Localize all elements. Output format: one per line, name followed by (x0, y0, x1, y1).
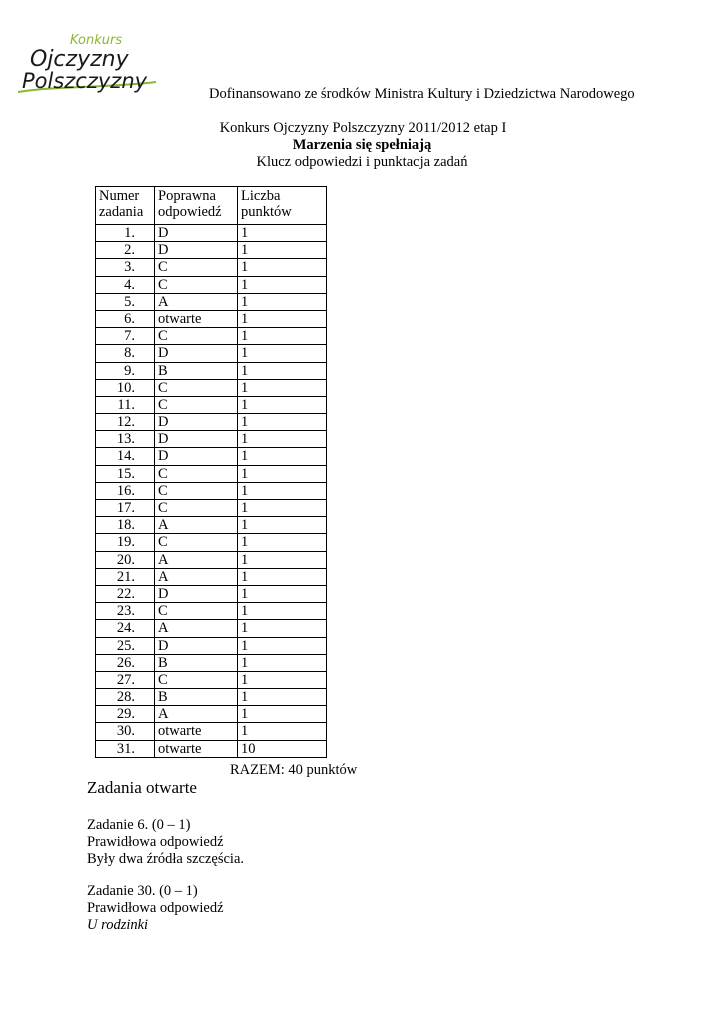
table-row (96, 585, 327, 602)
cell-correct-answer: A (155, 293, 238, 310)
header-correct-answer (155, 187, 238, 225)
cell-correct-answer: A (155, 568, 238, 585)
table-row (96, 723, 327, 740)
header-task-number-line1: Numer (99, 188, 140, 204)
table-row (96, 740, 327, 757)
cell-correct-answer: A (155, 620, 238, 637)
logo-text-ojczyzny: Ojczyzny (30, 47, 129, 72)
cell-correct-answer: D (155, 225, 238, 242)
header-task-number-line2: zadania (99, 204, 144, 220)
cell-points: 1 (238, 259, 327, 276)
cell-correct-answer: C (155, 276, 238, 293)
cell-task-number: 15. (96, 465, 155, 482)
cell-correct-answer: D (155, 585, 238, 602)
cell-correct-answer: A (155, 551, 238, 568)
cell-points: 1 (238, 448, 327, 465)
cell-points: 1 (238, 637, 327, 654)
cell-task-number: 5. (96, 293, 155, 310)
table-row (96, 328, 327, 345)
table-row (96, 654, 327, 671)
table-row (96, 465, 327, 482)
table-row (96, 276, 327, 293)
header-correct-answer-line1: Poprawna (158, 188, 216, 204)
cell-task-number: 23. (96, 603, 155, 620)
cell-correct-answer: C (155, 603, 238, 620)
table-row (96, 431, 327, 448)
cell-task-number: 8. (96, 345, 155, 362)
cell-correct-answer: C (155, 671, 238, 688)
cell-task-number: 6. (96, 310, 155, 327)
table-row (96, 689, 327, 706)
cell-correct-answer: B (155, 654, 238, 671)
cell-points: 1 (238, 534, 327, 551)
table-row (96, 534, 327, 551)
cell-points: 1 (238, 465, 327, 482)
cell-task-number: 30. (96, 723, 155, 740)
table-row (96, 551, 327, 568)
table-row (96, 259, 327, 276)
cell-task-number: 16. (96, 482, 155, 499)
cell-correct-answer: C (155, 328, 238, 345)
funding-note: Dofinansowano ze środków Ministra Kultury i Dziedzictwa Narodowego (209, 86, 635, 102)
cell-task-number: 12. (96, 414, 155, 431)
cell-task-number: 4. (96, 276, 155, 293)
cell-correct-answer: C (155, 465, 238, 482)
header-points-line1: Liczba (241, 188, 281, 204)
cell-task-number: 31. (96, 740, 155, 757)
task-answer: U rodzinki (87, 917, 149, 933)
table-row (96, 706, 327, 723)
document-subtitle: Klucz odpowiedzi i punktacja zadań (256, 154, 468, 170)
table-row (96, 362, 327, 379)
open-task-30 (87, 883, 224, 934)
cell-correct-answer: D (155, 637, 238, 654)
table-row (96, 448, 327, 465)
cell-correct-answer: C (155, 259, 238, 276)
cell-correct-answer: A (155, 706, 238, 723)
cell-task-number: 28. (96, 689, 155, 706)
cell-points: 1 (238, 293, 327, 310)
table-row (96, 637, 327, 654)
cell-correct-answer: A (155, 517, 238, 534)
cell-points: 1 (238, 671, 327, 688)
table-row (96, 225, 327, 242)
cell-correct-answer: B (155, 362, 238, 379)
table-row (96, 620, 327, 637)
task-label: Zadanie 30. (0 – 1) (87, 883, 198, 899)
task-label: Zadanie 6. (0 – 1) (87, 817, 191, 833)
cell-points: 1 (238, 379, 327, 396)
answer-key-table (95, 186, 327, 758)
cell-correct-answer: C (155, 482, 238, 499)
total-points: RAZEM: 40 punktów (230, 762, 358, 778)
cell-points: 1 (238, 517, 327, 534)
cell-correct-answer: D (155, 414, 238, 431)
document-heading (0, 120, 724, 171)
table-row (96, 671, 327, 688)
table-row (96, 603, 327, 620)
document-title: Marzenia się spełniają (292, 137, 432, 153)
cell-correct-answer: otwarte (155, 723, 238, 740)
header-points-line2: punktów (241, 204, 292, 220)
cell-points: 1 (238, 603, 327, 620)
cell-correct-answer: D (155, 431, 238, 448)
cell-correct-answer: D (155, 345, 238, 362)
cell-correct-answer: C (155, 379, 238, 396)
task-answer: Były dwa źródła szczęścia. (87, 851, 245, 867)
logo-text-polszczyzny: Polszczyzny (22, 69, 148, 93)
table-header-row (96, 187, 327, 225)
cell-task-number: 24. (96, 620, 155, 637)
table-row (96, 310, 327, 327)
cell-points: 1 (238, 431, 327, 448)
table-row (96, 482, 327, 499)
cell-task-number: 29. (96, 706, 155, 723)
cell-points: 1 (238, 500, 327, 517)
table-row (96, 379, 327, 396)
cell-points: 1 (238, 328, 327, 345)
cell-points: 1 (238, 362, 327, 379)
table-row (96, 517, 327, 534)
cell-correct-answer: D (155, 448, 238, 465)
konkurs-logo (16, 28, 160, 100)
cell-points: 1 (238, 276, 327, 293)
cell-correct-answer: B (155, 689, 238, 706)
cell-points: 1 (238, 620, 327, 637)
cell-points: 1 (238, 414, 327, 431)
table-row (96, 396, 327, 413)
cell-points: 1 (238, 482, 327, 499)
cell-task-number: 18. (96, 517, 155, 534)
cell-points: 1 (238, 568, 327, 585)
cell-points: 1 (238, 585, 327, 602)
cell-task-number: 10. (96, 379, 155, 396)
table-row (96, 242, 327, 259)
cell-correct-answer: D (155, 242, 238, 259)
cell-task-number: 3. (96, 259, 155, 276)
cell-task-number: 25. (96, 637, 155, 654)
header-task-number (96, 187, 155, 225)
cell-points: 1 (238, 723, 327, 740)
cell-correct-answer: C (155, 534, 238, 551)
cell-points: 1 (238, 345, 327, 362)
cell-points: 10 (238, 740, 327, 757)
cell-task-number: 21. (96, 568, 155, 585)
task-answer-label: Prawidłowa odpowiedź (87, 900, 224, 916)
table-row (96, 293, 327, 310)
cell-task-number: 13. (96, 431, 155, 448)
cell-task-number: 7. (96, 328, 155, 345)
task-answer-label: Prawidłowa odpowiedź (87, 834, 224, 850)
logo-text-konkurs: Konkurs (70, 33, 123, 48)
cell-points: 1 (238, 396, 327, 413)
open-task-6 (87, 817, 244, 868)
cell-points: 1 (238, 551, 327, 568)
header-correct-answer-line2: odpowiedź (158, 204, 222, 220)
table-row (96, 568, 327, 585)
cell-task-number: 19. (96, 534, 155, 551)
cell-points: 1 (238, 654, 327, 671)
cell-correct-answer: otwarte (155, 740, 238, 757)
cell-points: 1 (238, 706, 327, 723)
cell-task-number: 17. (96, 500, 155, 517)
cell-task-number: 2. (96, 242, 155, 259)
cell-correct-answer: C (155, 500, 238, 517)
cell-correct-answer: C (155, 396, 238, 413)
cell-task-number: 27. (96, 671, 155, 688)
cell-task-number: 20. (96, 551, 155, 568)
cell-points: 1 (238, 310, 327, 327)
table-row (96, 345, 327, 362)
open-tasks-title: Zadania otwarte (87, 778, 197, 797)
contest-name: Konkurs Ojczyzny Polszczyzny 2011/2012 etap I (219, 120, 507, 136)
cell-points: 1 (238, 225, 327, 242)
cell-correct-answer: otwarte (155, 310, 238, 327)
cell-task-number: 11. (96, 396, 155, 413)
cell-points: 1 (238, 689, 327, 706)
table-row (96, 414, 327, 431)
header-points (238, 187, 327, 225)
cell-task-number: 22. (96, 585, 155, 602)
table-row (96, 500, 327, 517)
cell-task-number: 14. (96, 448, 155, 465)
cell-points: 1 (238, 242, 327, 259)
cell-task-number: 1. (96, 225, 155, 242)
cell-task-number: 9. (96, 362, 155, 379)
cell-task-number: 26. (96, 654, 155, 671)
